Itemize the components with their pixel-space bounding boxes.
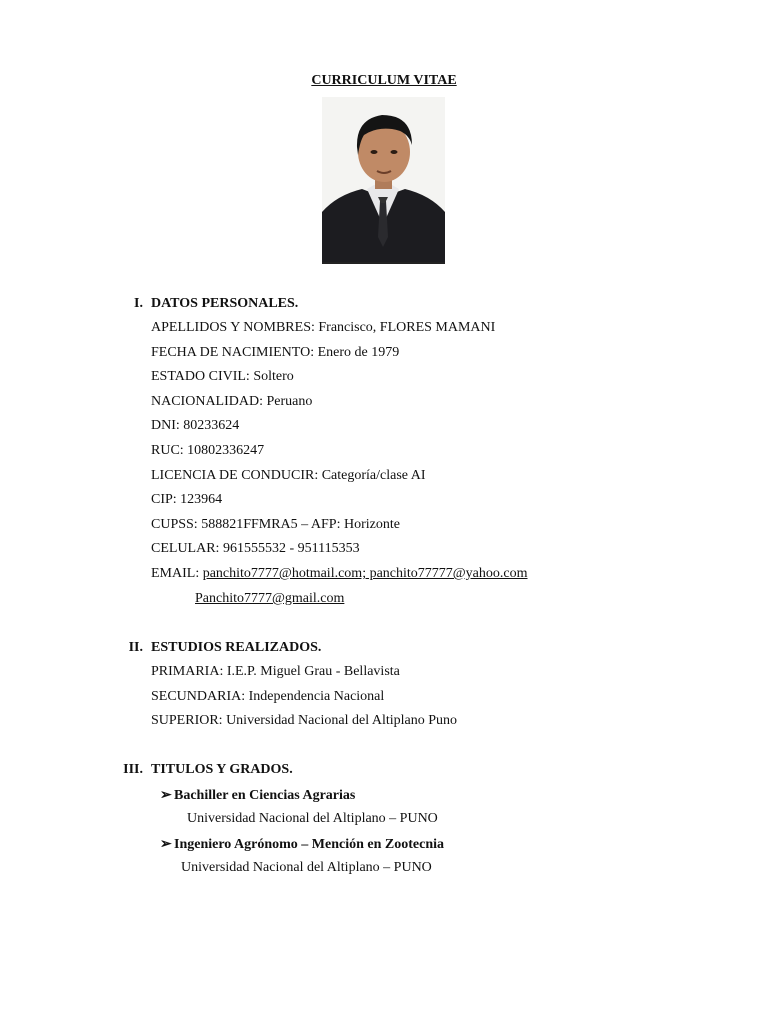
section-degrees-title: TITULOS Y GRADOS. [151, 762, 293, 777]
personal-cip: CIP: 123964 [151, 492, 223, 507]
personal-phone: CELULAR: 961555532 - 951115353 [151, 541, 360, 556]
section-personal-number: I. [134, 296, 143, 311]
personal-birthdate: FECHA DE NACIMIENTO: Enero de 1979 [151, 345, 400, 360]
personal-nationality: NACIONALIDAD: Peruano [151, 394, 313, 409]
studies-superior: SUPERIOR: Universidad Nacional del Altiplano Puno [151, 713, 458, 728]
degree-institution: Universidad Nacional del Altiplano – PUNO [181, 860, 432, 875]
degree-title: Bachiller en Ciencias Agrarias [174, 788, 356, 803]
document-title: CURRICULUM VITAE [311, 73, 457, 88]
studies-primary: PRIMARIA: I.E.P. Miguel Grau - Bellavista [151, 664, 400, 679]
personal-ruc: RUC: 10802336247 [151, 443, 265, 458]
personal-civil-status: ESTADO CIVIL: Soltero [151, 369, 294, 384]
email-label: EMAIL: [151, 566, 203, 581]
email-link-secondary[interactable]: Panchito7777@gmail.com [195, 591, 345, 606]
arrow-bullet-icon: ➢ [160, 837, 172, 852]
section-studies-title: ESTUDIOS REALIZADOS. [151, 640, 322, 655]
section-personal-title: DATOS PERSONALES. [151, 296, 299, 311]
section-studies-heading [128, 640, 322, 656]
personal-dni: DNI: 80233624 [151, 418, 240, 433]
personal-email [151, 566, 528, 582]
email-link-primary[interactable]: panchito7777@hotmail.com; panchito77777@yahoo.com [202, 566, 528, 581]
degree-title: Ingeniero Agrónomo – Mención en Zootecnia [174, 837, 445, 852]
degree-item-ingeniero [160, 836, 444, 853]
portrait-photo [322, 97, 445, 264]
section-degrees-number: III. [123, 762, 143, 777]
degree-institution: Universidad Nacional del Altiplano – PUNO [187, 811, 438, 826]
section-studies-number: II. [128, 640, 143, 655]
section-personal-heading [134, 296, 299, 312]
personal-license: LICENCIA DE CONDUCIR: Categoría/clase AI [151, 468, 426, 483]
personal-cupss: CUPSS: 588821FFMRA5 – AFP: Horizonte [151, 517, 400, 532]
personal-names: APELLIDOS Y NOMBRES: Francisco, FLORES MAMANI [151, 320, 496, 335]
arrow-bullet-icon: ➢ [160, 788, 172, 803]
degree-item-bachiller [160, 787, 355, 804]
studies-secondary: SECUNDARIA: Independencia Nacional [151, 689, 385, 704]
section-degrees-heading [123, 762, 293, 778]
